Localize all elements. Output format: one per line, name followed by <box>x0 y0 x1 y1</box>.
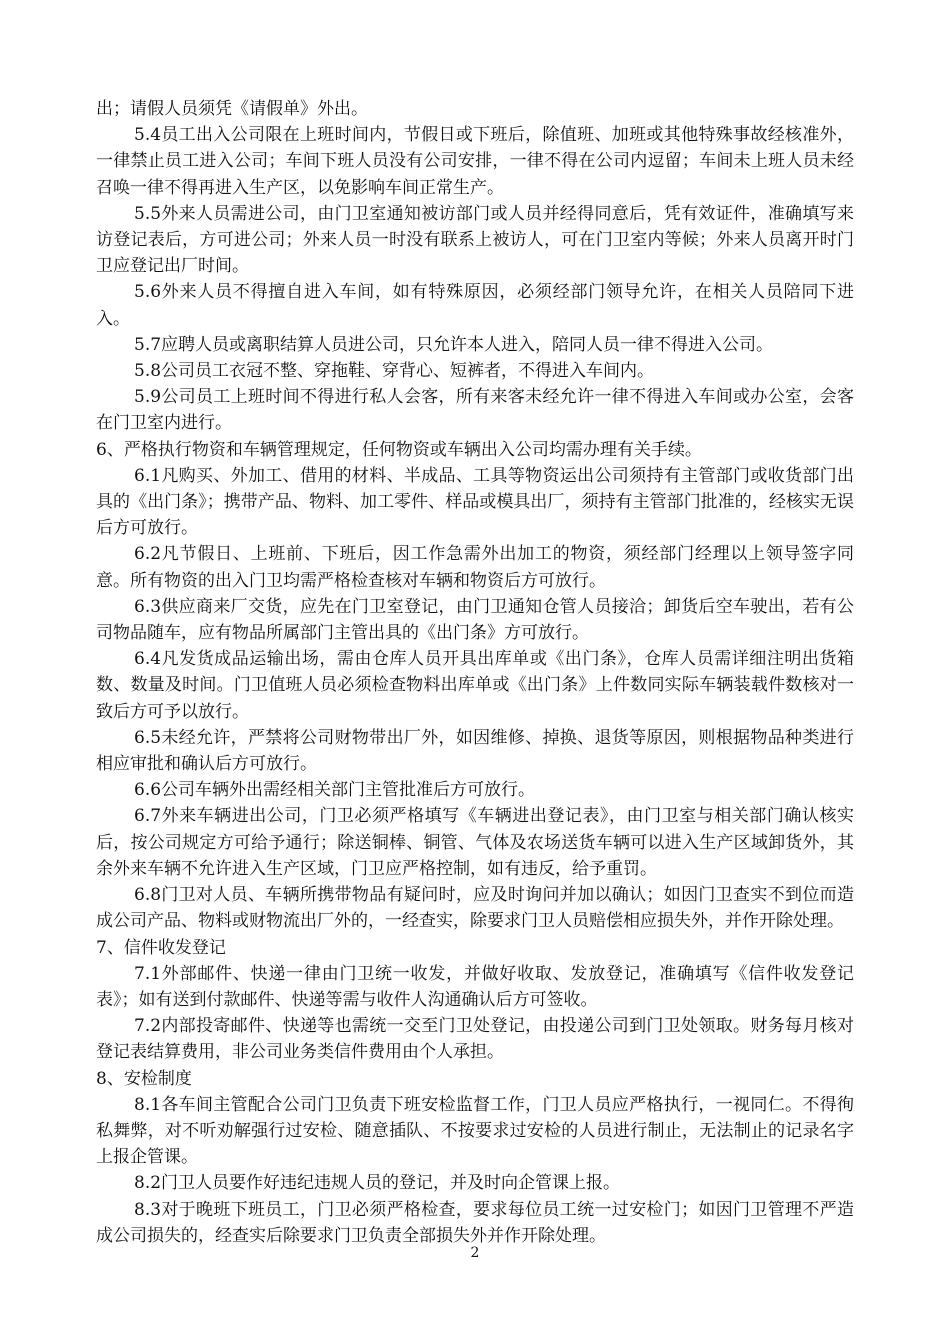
clause-paragraph: 6.1凡购买、外加工、借用的材料、半成品、工具等物资运出公司须持有主管部门或收货部门出具的《出门条》；携带产品、物料、加工零件、样品或模具出厂，须持有主管部门批准的，经核实无误后方可放行。 <box>96 465 854 539</box>
clause-paragraph: 6.3供应商来厂交货，应先在门卫室登记，由门卫通知仓管人员接洽；卸货后空车驶出，若有公司物品随车，应有物品所属部门主管出具的《出门条》方可放行。 <box>96 596 854 644</box>
page-number: 2 <box>470 1245 480 1261</box>
clause-paragraph: 5.5外来人员需进公司，由门卫室通知被访部门或人员并经得同意后，凭有效证件，准确填写来访登记表后，方可进公司；外来人员一时没有联系上被访人，可在门卫室内等候；外来人员离开时门卫应登记出厂时间。 <box>96 203 854 277</box>
section-heading: 6、严格执行物资和车辆管理规定，任何物资或车辆出入公司均需办理有关手续。 <box>96 439 702 460</box>
clause-paragraph: 5.7应聘人员或离职结算人员进公司，只允许本人进入，陪同人员一律不得进入公司。 <box>134 334 774 355</box>
clause-paragraph: 6.2凡节假日、上班前、下班后，因工作急需外出加工的物资，须经部门经理以上领导签字同意。所有物资的出入门卫均需严格检查核对车辆和物资后方可放行。 <box>96 544 854 591</box>
clause-paragraph: 6.7外来车辆进出公司，门卫必须严格填写《车辆进出登记表》，由门卫室与相关部门确认核实后，按公司规定方可给予通行；除送铜棒、铜管、气体及农场送货车辆可以进入生产区域卸货外，其余外来车辆不允许进入生产区域，门卫应严格控制，如有违反，给予重罚。 <box>96 806 854 879</box>
clause-paragraph: 5.8公司员工衣冠不整、穿拖鞋、穿背心、短裤者，不得进入车间内。 <box>134 361 655 382</box>
clause-paragraph: 5.6外来人员不得擅自进入车间，如有特殊原因，必须经部门领导允许，在相关人员陪同下进入。 <box>96 282 854 329</box>
section-heading: 8、安检制度 <box>96 1068 192 1089</box>
section-heading: 7、信件收发登记 <box>96 937 226 958</box>
clause-paragraph: 7.2内部投寄邮件、快递等也需统一交至门卫处登记，由投递公司到门卫处领取。财务每月核对登记表结算费用，非公司业务类信件费用由个人承担。 <box>96 1016 854 1063</box>
clause-paragraph: 8.3对于晚班下班员工，门卫必须严格检查，要求每位员工统一过安检门；如因门卫管理不严造成公司损失的，经查实后除要求门卫负责全部损失外并作开除处理。 <box>96 1199 854 1246</box>
section-heading: 出；请假人员须凭《请假单》外出。 <box>96 99 368 119</box>
body-text <box>96 96 854 1249</box>
clause-paragraph: 6.8门卫对人员、车辆所携带物品有疑问时，应及时询问并加以确认；如因门卫查实不到位而造成公司产品、物料或财物流出厂外的，一经查实，除要求门卫人员赔偿相应损失外，并作开除处理。 <box>96 885 854 932</box>
clause-paragraph: 5.9公司员工上班时间不得进行私人会客，所有来客未经允许一律不得进入车间或办公室，会客在门卫室内进行。 <box>96 387 854 434</box>
clause-paragraph: 8.2门卫人员要作好违纪违规人员的登记，并及时向企管课上报。 <box>134 1173 621 1194</box>
clause-paragraph: 8.1各车间主管配合公司门卫负责下班安检监督工作，门卫人员应严格执行，一视同仁。不得徇私舞弊，对不听劝解强行过安检、随意插队、不按要求过安检的人员进行制止，无法制止的记录名字上报企管课。 <box>96 1094 854 1168</box>
clause-paragraph: 6.4凡发货成品运输出场，需由仓库人员开具出库单或《出门条》，仓库人员需详细注明出货箱数、数量及时间。门卫值班人员必须检查物料出库单或《出门条》上件数同实际车辆装载件数核对一致后方可予以放行。 <box>96 649 854 722</box>
clause-paragraph: 6.5未经允许，严禁将公司财物带出厂外，如因维修、掉换、退货等原因，则根据物品种类进行相应审批和确认后方可放行。 <box>96 727 854 775</box>
clause-paragraph: 7.1外部邮件、快递一律由门卫统一收发，并做好收取、发放登记，准确填写《信件收发登记表》；如有送到付款邮件、快递等需与收件人沟通确认后方可签收。 <box>96 963 854 1010</box>
clause-paragraph: 6.6公司车辆外出需经相关部门主管批准后方可放行。 <box>134 780 536 801</box>
clause-paragraph: 5.4员工出入公司限在上班时间内，节假日或下班后，除值班、加班或其他特殊事故经核准外，一律禁止员工进入公司；车间下班人员没有公司安排，一律不得在公司内逗留；车间未上班人员未经召唤一律不得再进入生产区，以免影响车间正常生产。 <box>96 125 854 198</box>
